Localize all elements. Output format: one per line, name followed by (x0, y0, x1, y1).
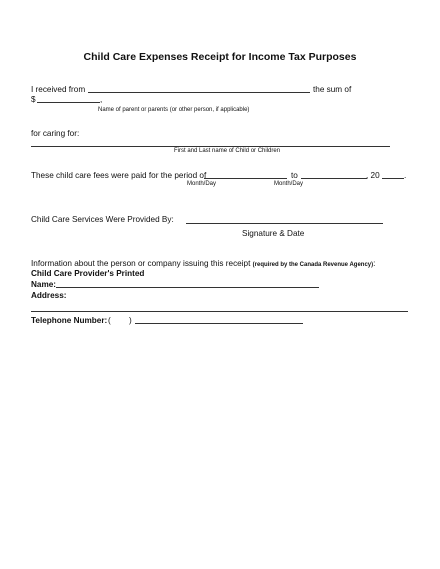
received-from-label: I received from (31, 85, 86, 94)
phone-close-paren: ) (129, 316, 132, 325)
provider-name-label: Name: (31, 280, 57, 289)
signature-caption: Signature & Date (242, 229, 305, 238)
child-name-line[interactable] (31, 146, 390, 147)
sum-of-label: the sum of (313, 85, 352, 94)
to-label: to (291, 171, 298, 180)
info-heading (31, 259, 375, 268)
amount-comma: , (100, 95, 103, 104)
address-label: Address: (31, 291, 67, 300)
period-end-line[interactable] (301, 178, 367, 179)
services-by-label: Child Care Services Were Provided By: (31, 215, 174, 224)
info-note: (required by the Canada Revenue Agency) (252, 262, 374, 268)
provider-printed-label: Child Care Provider's Printed (31, 269, 145, 278)
fees-paid-label: These child care fees were paid for the period of (31, 171, 207, 180)
year-line[interactable] (382, 178, 404, 179)
parent-caption: Name of parent or parents (or other person, if applicable) (98, 107, 250, 113)
dollar-sign: $ (31, 95, 36, 104)
payer-name-line[interactable] (88, 92, 310, 93)
child-caption: First and Last name of Child or Children (174, 148, 281, 154)
caring-for-label: for caring for: (31, 129, 80, 138)
telephone-label: Telephone Number: (31, 316, 108, 325)
month-day-caption-end: Month/Day (274, 181, 304, 187)
period-end-dot: . (404, 171, 407, 180)
signature-line[interactable] (186, 223, 383, 224)
address-line[interactable] (31, 311, 408, 312)
page-title: Child Care Expenses Receipt for Income Tax Purposes (83, 51, 357, 63)
telephone-line[interactable] (135, 323, 303, 324)
period-start-line[interactable] (204, 178, 287, 179)
info-colon: : (373, 259, 376, 268)
info-heading-text: Information about the person or company issuing this receipt (31, 259, 251, 268)
amount-line[interactable] (37, 102, 100, 103)
phone-open-paren: ( (108, 316, 111, 325)
year-prefix: , 20 (366, 171, 380, 180)
month-day-caption-start: Month/Day (187, 181, 217, 187)
provider-name-line[interactable] (56, 287, 319, 288)
